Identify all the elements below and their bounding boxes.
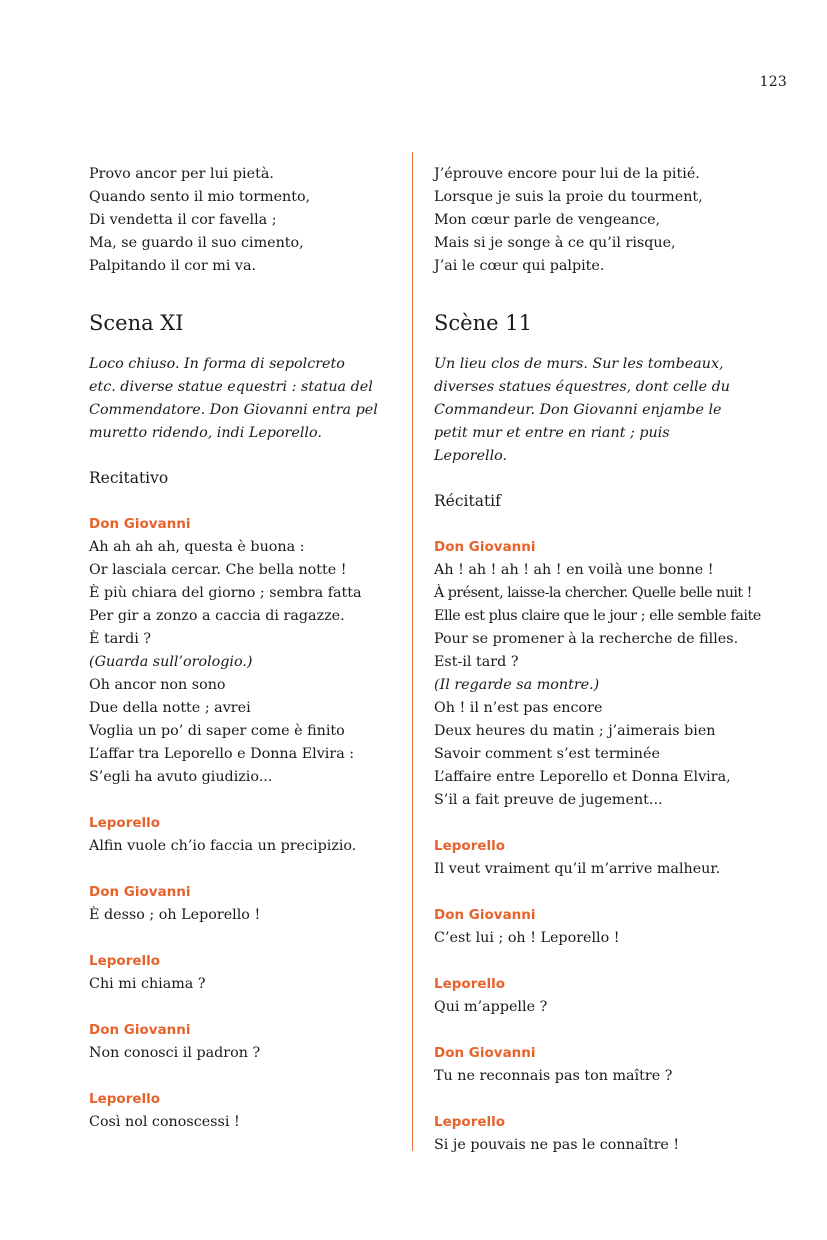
dialogue-line: Ah ah ah ah, questa è buona : — [89, 539, 305, 555]
dialogue-line: Si je pouvais ne pas le connaître ! — [434, 1137, 680, 1153]
page-number: 123 — [759, 74, 787, 90]
verse-line: Quando sento il mio tormento, — [89, 189, 311, 205]
description-line: Commendatore. Don Giovanni entra pel — [89, 402, 378, 418]
description-line: etc. diverse statue equestri : statua del — [89, 379, 373, 395]
dialogue-line: Due della notte ; avrei — [89, 700, 251, 716]
verse-line: J’ai le cœur qui palpite. — [434, 258, 605, 274]
dialogue-line: È tardi ? — [89, 631, 152, 647]
description-line: muretto ridendo, indi Leporello. — [89, 425, 322, 441]
dialogue-line: È più chiara del giorno ; sembra fatta — [89, 585, 362, 601]
dialogue-line: Pour se promener à la recherche de filles. — [434, 631, 739, 647]
speech-block — [434, 973, 746, 1019]
opening-verse — [434, 163, 746, 278]
dialogue-line: Ah ! ah ! ah ! ah ! en voilà une bonne ! — [434, 562, 714, 578]
speaker-name: Leporello — [89, 953, 161, 969]
dialogue-line: Qui m’appelle ? — [434, 999, 548, 1015]
description-line: Commandeur. Don Giovanni enjambe le — [434, 402, 722, 418]
dialogue-line: Oh ! il n’est pas encore — [434, 700, 603, 716]
speech-block — [89, 812, 401, 858]
verse-line: J’éprouve encore pour lui de la pitié. — [434, 166, 700, 182]
dialogue-line: Oh ancor non sono — [89, 677, 226, 693]
stage-direction: (Guarda sull’orologio.) — [89, 654, 253, 670]
speaker-name: Don Giovanni — [89, 516, 191, 532]
dialogue-line: Elle est plus claire que le jour ; elle semble faite — [434, 608, 761, 624]
dialogue-line: C’est lui ; oh ! Leporello ! — [434, 930, 620, 946]
section-heading: Recitativo — [89, 469, 169, 487]
dialogue-line: Non conosci il padron ? — [89, 1045, 261, 1061]
description-line: petit mur et entre en riant ; puis Leporello. — [434, 425, 670, 464]
description-line: Un lieu clos de murs. Sur les tombeaux, — [434, 356, 724, 372]
speech-block — [434, 1111, 746, 1157]
dialogue-line: L’affar tra Leporello e Donna Elvira : — [89, 746, 355, 762]
speaker-name: Don Giovanni — [434, 907, 536, 923]
dialogue-line: Deux heures du matin ; j’aimerais bien — [434, 723, 716, 739]
scene-description — [434, 353, 746, 468]
speaker-name: Don Giovanni — [89, 1022, 191, 1038]
italian-column — [89, 163, 401, 1134]
speaker-name: Don Giovanni — [89, 884, 191, 900]
speech-block — [434, 1042, 746, 1088]
verse-line: Mon cœur parle de vengeance, — [434, 212, 661, 228]
dialogue-line: Il veut vraiment qu’il m’arrive malheur. — [434, 861, 721, 877]
dialogue-line: L’affaire entre Leporello et Donna Elvira, — [434, 769, 731, 785]
speaker-name: Leporello — [434, 1114, 506, 1130]
speech-block — [434, 835, 746, 881]
dialogue-line: Così nol conoscessi ! — [89, 1114, 240, 1130]
dialogue-line: È desso ; oh Leporello ! — [89, 907, 261, 923]
verse-line: Provo ancor per lui pietà. — [89, 166, 274, 182]
dialogue-line: Per gir a zonzo a caccia di ragazze. — [89, 608, 345, 624]
speaker-name: Leporello — [434, 838, 506, 854]
verse-line: Ma, se guardo il suo cimento, — [89, 235, 304, 251]
dialogue-line: S’il a fait preuve de jugement... — [434, 792, 663, 808]
speech-block — [89, 513, 401, 789]
speaker-name: Don Giovanni — [434, 539, 536, 555]
dialogue-line: Tu ne reconnais pas ton maître ? — [434, 1068, 673, 1084]
opening-verse — [89, 163, 401, 278]
section-heading: Récitatif — [434, 492, 501, 510]
speech-block — [89, 1088, 401, 1134]
speaker-name: Don Giovanni — [434, 1045, 536, 1061]
stage-direction: (Il regarde sa montre.) — [434, 677, 600, 693]
speech-block — [89, 1019, 401, 1065]
dialogue-line: Chi mi chiama ? — [89, 976, 206, 992]
speaker-name: Leporello — [434, 976, 506, 992]
dialogue-line: Savoir comment s’est terminée — [434, 746, 660, 762]
column-divider — [412, 152, 413, 1151]
dialogue-line: Alfin vuole ch’io faccia un precipizio. — [89, 838, 357, 854]
dialogue-line: S’egli ha avuto giudizio... — [89, 769, 273, 785]
scene-title: Scena XI — [89, 311, 184, 335]
verse-line: Mais si je songe à ce qu’il risque, — [434, 235, 676, 251]
verse-line: Lorsque je suis la proie du tourment, — [434, 189, 703, 205]
french-column — [434, 163, 761, 1157]
speaker-name: Leporello — [89, 815, 161, 831]
speaker-name: Leporello — [89, 1091, 161, 1107]
scene-description — [89, 353, 401, 445]
description-line: diverses statues équestres, dont celle du — [434, 379, 730, 395]
dialogue-line: Voglia un po’ di saper come è finito — [89, 723, 345, 739]
speech-block — [434, 536, 761, 812]
dialogue-line: Or lasciala cercar. Che bella notte ! — [89, 562, 347, 578]
speech-block — [434, 904, 746, 950]
dialogue-line: Est-il tard ? — [434, 654, 519, 670]
verse-line: Palpitando il cor mi va. — [89, 258, 257, 274]
speech-block — [89, 881, 401, 927]
description-line: Loco chiuso. In forma di sepolcreto — [89, 356, 345, 372]
verse-line: Di vendetta il cor favella ; — [89, 212, 277, 228]
speech-block — [89, 950, 401, 996]
scene-title: Scène 11 — [434, 311, 532, 335]
dialogue-line: À présent, laisse-la chercher. Quelle belle nuit ! — [434, 585, 752, 601]
